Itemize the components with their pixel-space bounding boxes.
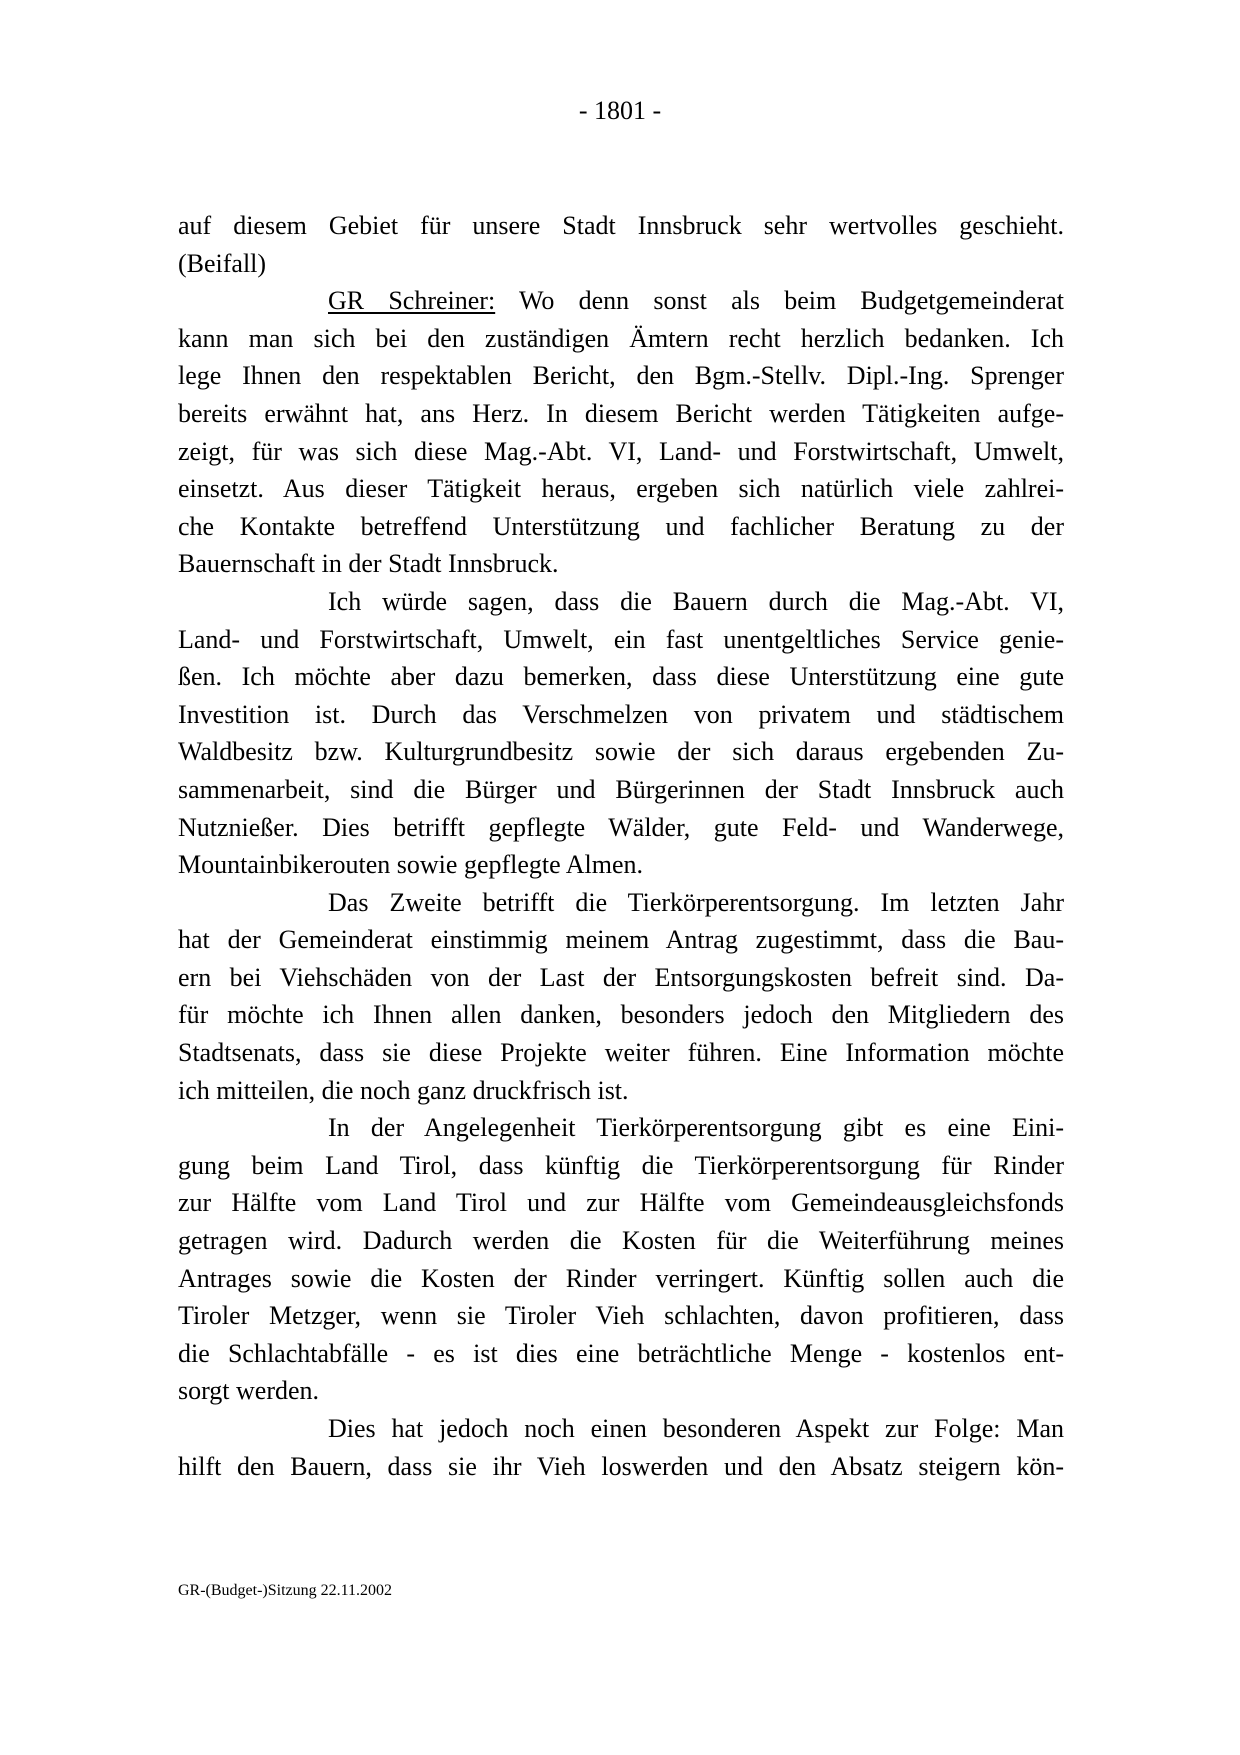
text-line: hat der Gemeinderat einstimmig meinem Antrag zugestimmt, dass die Bau- [178,925,1064,955]
text-line: (Beifall) [178,248,267,278]
text-line: Bauernschaft in der Stadt Innsbruck. [178,549,559,579]
text-line: ich mitteilen, die noch ganz druckfrisch ist. [178,1075,629,1105]
text-line: Tiroler Metzger, wenn sie Tiroler Vieh schlachten, davon profitieren, dass [178,1301,1064,1331]
text-line: hilft den Bauern, dass sie ihr Vieh loswerden und den Absatz steigern kön- [178,1451,1064,1481]
text-line: ßen. Ich möchte aber dazu bemerken, dass diese Unterstützung eine gute [178,662,1064,692]
text-line: che Kontakte betreffend Unterstützung und fachlicher Beratung zu der [178,511,1064,541]
text-line: auf diesem Gebiet für unsere Stadt Innsbruck sehr wertvolles geschieht. [178,211,1064,240]
text-line: für möchte ich Ihnen allen danken, besonders jedoch den Mitgliedern des [178,1000,1064,1030]
text-line: kann man sich bei den zuständigen Ämtern recht herzlich bedanken. Ich [178,323,1064,353]
text-line: Das Zweite betrifft die Tierkörperentsorgung. Im letzten Jahr [328,887,1064,917]
text-line: bereits erwähnt hat, ans Herz. In diesem Bericht werden Tätigkeiten aufge- [178,398,1064,428]
text-line: Stadtsenats, dass sie diese Projekte weiter führen. Eine Information möchte [178,1038,1064,1068]
page-number: - 1801 - [578,96,662,125]
text-line: Mountainbikerouten sowie gepflegte Almen. [178,850,644,880]
text-line: getragen wird. Dadurch werden die Kosten für die Weiterführung meines [178,1226,1064,1256]
text-line: Nutznießer. Dies betrifft gepflegte Wälder, gute Feld- und Wanderwege, [178,812,1064,842]
text-line: zur Hälfte vom Land Tirol und zur Hälfte vom Gemeindeausgleichsfonds [178,1188,1064,1218]
text-line: ern bei Viehschäden von der Last der Entsorgungskosten befreit sind. Da- [178,962,1064,992]
text-line: In der Angelegenheit Tierkörperentsorgung gibt es eine Eini- [328,1113,1064,1143]
speaker-line [178,282,1064,320]
text-line: Investition ist. Durch das Verschmelzen von privatem und städtischem [178,699,1064,729]
text-line: Antrages sowie die Kosten der Rinder verringert. Künftig sollen auch die [178,1263,1064,1293]
text-line: die Schlachtabfälle - es ist dies eine beträchtliche Menge - kostenlos ent- [178,1338,1064,1368]
text-line: lege Ihnen den respektablen Bericht, den Bgm.-Stellv. Dipl.-Ing. Sprenger [178,361,1064,391]
text-line: Ich würde sagen, dass die Bauern durch die Mag.-Abt. VI, [328,586,1064,616]
text-line: sammenarbeit, sind die Bürger und Bürgerinnen der Stadt Innsbruck auch [178,774,1064,804]
body-text [178,207,1064,1485]
text-line: einsetzt. Aus dieser Tätigkeit heraus, ergeben sich natürlich viele zahlrei- [178,474,1064,504]
speaker-name: GR Schreiner: [328,286,496,316]
text-line: sorgt werden. [178,1376,320,1406]
text-line: Dies hat jedoch noch einen besonderen Aspekt zur Folge: Man [328,1414,1064,1443]
text-line: zeigt, für was sich diese Mag.-Abt. VI, Land- und Forstwirtschaft, Umwelt, [178,436,1064,466]
text-line: gung beim Land Tirol, dass künftig die Tierkörperentsorgung für Rinder [178,1150,1064,1180]
text-line: Waldbesitz bzw. Kulturgrundbesitz sowie der sich daraus ergebenden Zu- [178,737,1064,767]
text-line: Land- und Forstwirtschaft, Umwelt, ein fast unentgeltliches Service genie- [178,624,1064,654]
text-line: Wo denn sonst als beim Budgetgemeinderat [518,286,1064,316]
footer-session-info: GR-(Budget-)Sitzung 22.11.2002 [178,1582,393,1599]
